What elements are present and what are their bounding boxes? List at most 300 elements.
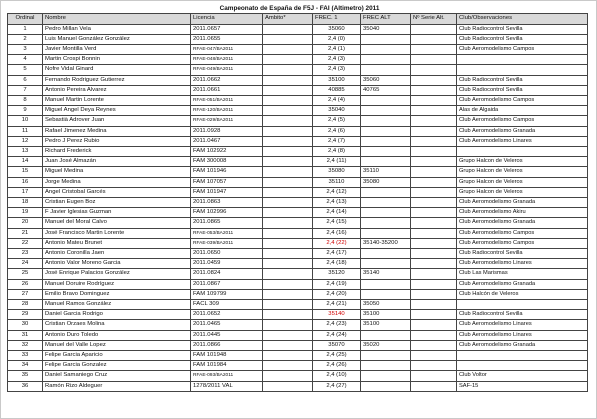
cell-ordinal: 10 (8, 116, 43, 126)
table-row (8, 340, 588, 350)
cell-serie-alt (411, 351, 457, 361)
cell-frec-1: 2,4 (15) (313, 218, 361, 228)
cell-club: Club Radiocontrol Sevilla (457, 34, 588, 44)
cell-licencia: 2011.0928 (191, 126, 263, 136)
cell-ambito (263, 269, 313, 279)
cell-ordinal: 29 (8, 310, 43, 320)
cell-ordinal: 15 (8, 167, 43, 177)
cell-club: Club Aeromodelismo Granada (457, 197, 588, 207)
cell-ambito (263, 95, 313, 105)
cell-frec-alt (361, 116, 411, 126)
cell-nombre: Felipe Garcia Gonzalez (43, 361, 191, 371)
cell-licencia: FAM 101946 (191, 167, 263, 177)
cell-club: Club Aeromodelismo Akiru (457, 208, 588, 218)
cell-frec-alt (361, 381, 411, 391)
cell-ordinal: 7 (8, 85, 43, 95)
cell-serie-alt (411, 279, 457, 289)
table-row (8, 24, 588, 34)
cell-licencia: 2011.0657 (191, 24, 263, 34)
table-row (8, 44, 588, 54)
cell-frec-1: 2,4 (20) (313, 289, 361, 299)
cell-frec-alt (361, 371, 411, 381)
cell-licencia: 2011.0652 (191, 310, 263, 320)
cell-serie-alt (411, 126, 457, 136)
cell-ambito (263, 279, 313, 289)
cell-licencia: 2011.0465 (191, 320, 263, 330)
table-row (8, 248, 588, 258)
table-header-row (8, 14, 588, 25)
cell-nombre: Luis Manuel González González (43, 34, 191, 44)
cell-licencia: FAM 107057 (191, 177, 263, 187)
cell-frec-1: 2,4 (21) (313, 299, 361, 309)
cell-club: Club Aeromodelismo Campos (457, 228, 588, 238)
cell-serie-alt (411, 106, 457, 116)
cell-frec-1: 2,4 (11) (313, 157, 361, 167)
cell-licencia: FAM 101984 (191, 361, 263, 371)
cell-ordinal: 27 (8, 289, 43, 299)
cell-ordinal: 9 (8, 106, 43, 116)
cell-ordinal: 5 (8, 65, 43, 75)
cell-licencia: RFAE-053/BA2011 (191, 228, 263, 238)
cell-ordinal: 3 (8, 44, 43, 54)
cell-ordinal: 11 (8, 126, 43, 136)
cell-ambito (263, 24, 313, 34)
cell-nombre: Emilio Bravo Dominguez (43, 289, 191, 299)
cell-frec-alt (361, 44, 411, 54)
cell-frec-1: 2,4 (24) (313, 330, 361, 340)
cell-ordinal: 2 (8, 34, 43, 44)
cell-club: Club Aeromodelismo Granada (457, 279, 588, 289)
cell-serie-alt (411, 248, 457, 258)
cell-frec-1: 35060 (313, 24, 361, 34)
cell-nombre: Pedro J Perez Rubio (43, 136, 191, 146)
cell-ordinal: 28 (8, 299, 43, 309)
cell-nombre: Martin Crospi Bonnin (43, 55, 191, 65)
header-club: Club/Observaciones (457, 14, 588, 25)
cell-licencia: RFAE-048/BA2011 (191, 55, 263, 65)
cell-frec-1: 2,4 (17) (313, 248, 361, 258)
cell-nombre: José Francisco Martin Lorente (43, 228, 191, 238)
cell-serie-alt (411, 44, 457, 54)
cell-ambito (263, 136, 313, 146)
cell-frec-alt (361, 126, 411, 136)
cell-serie-alt (411, 136, 457, 146)
cell-club: Grupo Halcon de Veleros (457, 177, 588, 187)
cell-frec-1: 2,4 (16) (313, 228, 361, 238)
cell-nombre: Manuel Martin Lorente (43, 95, 191, 105)
cell-frec-1: 35040 (313, 106, 361, 116)
table-row (8, 116, 588, 126)
cell-frec-alt: 35050 (361, 299, 411, 309)
cell-frec-alt: 40765 (361, 85, 411, 95)
cell-frec-1: 2,4 (18) (313, 259, 361, 269)
cell-ambito (263, 289, 313, 299)
cell-frec-1: 2,4 (23) (313, 320, 361, 330)
cell-serie-alt (411, 371, 457, 381)
cell-frec-alt: 35020 (361, 340, 411, 350)
cell-serie-alt (411, 289, 457, 299)
cell-nombre: Ramón Rizo Aldeguer (43, 381, 191, 391)
cell-serie-alt (411, 381, 457, 391)
cell-ambito (263, 197, 313, 207)
cell-nombre: Miguel Medina (43, 167, 191, 177)
cell-ambito (263, 330, 313, 340)
cell-nombre: Manuel Doruire Rodríguez (43, 279, 191, 289)
cell-frec-1: 2,4 (26) (313, 361, 361, 371)
cell-ambito (263, 381, 313, 391)
cell-serie-alt (411, 361, 457, 371)
cell-frec-alt (361, 330, 411, 340)
cell-licencia: FAM 101947 (191, 187, 263, 197)
cell-ambito (263, 208, 313, 218)
cell-frec-alt (361, 208, 411, 218)
cell-frec-alt: 35140-35200 (361, 238, 411, 248)
cell-frec-alt: 35060 (361, 75, 411, 85)
cell-nombre: Antonio Mateu Brunet (43, 238, 191, 248)
cell-club (457, 351, 588, 361)
table-row (8, 167, 588, 177)
cell-licencia: 1278/2011 VAL (191, 381, 263, 391)
cell-frec-alt (361, 289, 411, 299)
cell-ambito (263, 361, 313, 371)
cell-frec-alt (361, 279, 411, 289)
cell-serie-alt (411, 269, 457, 279)
cell-licencia: 2011.0459 (191, 259, 263, 269)
cell-licencia: 2011.0863 (191, 197, 263, 207)
cell-club: Club Aeromodelismo Campos (457, 116, 588, 126)
cell-serie-alt (411, 95, 457, 105)
cell-club: Club Radiocontrol Sevilla (457, 310, 588, 320)
header-ambito: Ambito* (263, 14, 313, 25)
cell-ordinal: 16 (8, 177, 43, 187)
cell-nombre: Sebastià Adrover Juan (43, 116, 191, 126)
cell-ambito (263, 34, 313, 44)
table-row (8, 197, 588, 207)
cell-licencia: RFAE-051/BA2011 (191, 95, 263, 105)
table-row (8, 371, 588, 381)
cell-club: Club Aeromodelismo Linares (457, 320, 588, 330)
cell-licencia: 2011.0467 (191, 136, 263, 146)
cell-ordinal: 6 (8, 75, 43, 85)
table-row (8, 310, 588, 320)
cell-serie-alt (411, 177, 457, 187)
cell-club: Club Radiocontrol Sevilla (457, 248, 588, 258)
cell-club: Club Aeromodelismo Granada (457, 126, 588, 136)
cell-frec-1: 2,4 (22) (313, 238, 361, 248)
cell-ordinal: 18 (8, 197, 43, 207)
cell-ordinal: 25 (8, 269, 43, 279)
table-row (8, 126, 588, 136)
cell-frec-1: 2,4 (4) (313, 95, 361, 105)
table-row (8, 85, 588, 95)
cell-frec-alt (361, 146, 411, 156)
cell-nombre: Miguel Angel Deya Reynes (43, 106, 191, 116)
participants-table (7, 13, 588, 392)
table-row (8, 34, 588, 44)
cell-licencia: 2011.0865 (191, 218, 263, 228)
cell-frec-alt: 35100 (361, 320, 411, 330)
cell-frec-alt (361, 34, 411, 44)
cell-serie-alt (411, 157, 457, 167)
cell-licencia: RFAE-049/BA2011 (191, 65, 263, 75)
cell-nombre: Pedro Millan Vela (43, 24, 191, 34)
table-row (8, 351, 588, 361)
cell-licencia: FAM 300008 (191, 157, 263, 167)
cell-licencia: FAM 102922 (191, 146, 263, 156)
cell-ordinal: 1 (8, 24, 43, 34)
cell-ordinal: 30 (8, 320, 43, 330)
cell-frec-1: 40885 (313, 85, 361, 95)
table-body (8, 24, 588, 391)
cell-ordinal: 17 (8, 187, 43, 197)
header-ordinal: Ordinal (8, 14, 43, 25)
table-row (8, 381, 588, 391)
table-row (8, 238, 588, 248)
cell-licencia: 2011.0445 (191, 330, 263, 340)
cell-frec-1: 2,4 (25) (313, 351, 361, 361)
cell-serie-alt (411, 146, 457, 156)
cell-club: Club Aeromodelismo Granada (457, 218, 588, 228)
cell-serie-alt (411, 116, 457, 126)
cell-frec-1: 35120 (313, 269, 361, 279)
cell-frec-alt (361, 259, 411, 269)
cell-ambito (263, 116, 313, 126)
cell-club: Club Aeromodelismo Linares (457, 136, 588, 146)
cell-club: Club Aeromodelismo Linares (457, 330, 588, 340)
cell-ambito (263, 238, 313, 248)
cell-serie-alt (411, 259, 457, 269)
table-row (8, 269, 588, 279)
cell-nombre: Antonio Coronilla Jaen (43, 248, 191, 258)
cell-ordinal: 12 (8, 136, 43, 146)
cell-frec-1: 2,4 (3) (313, 55, 361, 65)
table-row (8, 55, 588, 65)
cell-frec-1: 35080 (313, 167, 361, 177)
cell-serie-alt (411, 238, 457, 248)
cell-nombre: Antonio Valor Moreno Garcia (43, 259, 191, 269)
cell-frec-1: 2,4 (10) (313, 371, 361, 381)
cell-frec-alt: 35100 (361, 310, 411, 320)
header-nombre: Nombre (43, 14, 191, 25)
cell-club: Club Aeromodelismo Linares (457, 259, 588, 269)
cell-licencia: FAM 101948 (191, 351, 263, 361)
cell-frec-1: 2,4 (13) (313, 197, 361, 207)
cell-ordinal: 21 (8, 228, 43, 238)
cell-ordinal: 24 (8, 259, 43, 269)
cell-licencia: 2011.0650 (191, 248, 263, 258)
cell-frec-alt (361, 106, 411, 116)
cell-frec-alt (361, 248, 411, 258)
cell-ambito (263, 187, 313, 197)
table-row (8, 177, 588, 187)
cell-club: Grupo Halcon de Veleros (457, 167, 588, 177)
cell-frec-1: 2,4 (8) (313, 146, 361, 156)
cell-serie-alt (411, 24, 457, 34)
cell-frec-1: 2,4 (12) (313, 187, 361, 197)
cell-serie-alt (411, 218, 457, 228)
cell-licencia: FACL 309 (191, 299, 263, 309)
cell-ordinal: 33 (8, 351, 43, 361)
cell-licencia: 2011.0662 (191, 75, 263, 85)
cell-ambito (263, 320, 313, 330)
cell-ordinal: 35 (8, 371, 43, 381)
cell-frec-1: 35070 (313, 340, 361, 350)
table-row (8, 228, 588, 238)
table-row (8, 75, 588, 85)
cell-serie-alt (411, 340, 457, 350)
cell-ambito (263, 351, 313, 361)
cell-frec-1: 2,4 (6) (313, 126, 361, 136)
cell-frec-1: 35110 (313, 177, 361, 187)
cell-licencia: 2011.0824 (191, 269, 263, 279)
cell-frec-1: 35100 (313, 75, 361, 85)
cell-ambito (263, 259, 313, 269)
cell-club: Club Aeromodelismo Campos (457, 238, 588, 248)
cell-nombre: Richard Frederick (43, 146, 191, 156)
cell-frec-1: 2,4 (3) (313, 65, 361, 75)
cell-club: Club Aeromodelismo Granada (457, 340, 588, 350)
cell-ambito (263, 55, 313, 65)
cell-nombre: Antonio Pereira Alvarez (43, 85, 191, 95)
cell-licencia: RFAE-047/BA2011 (191, 44, 263, 54)
table-row (8, 218, 588, 228)
cell-ambito (263, 177, 313, 187)
cell-club (457, 361, 588, 371)
cell-frec-alt (361, 228, 411, 238)
cell-serie-alt (411, 85, 457, 95)
cell-nombre: Daniel Garcia Rodrigo (43, 310, 191, 320)
cell-nombre: Manuel Ramos González (43, 299, 191, 309)
cell-club: Club Radiocontrol Sevilla (457, 85, 588, 95)
cell-ordinal: 26 (8, 279, 43, 289)
cell-ambito (263, 299, 313, 309)
cell-ordinal: 8 (8, 95, 43, 105)
cell-serie-alt (411, 65, 457, 75)
cell-nombre: Fernando Rodriguez Gutierrez (43, 75, 191, 85)
cell-club: Club Radiocontrol Sevilla (457, 75, 588, 85)
cell-ambito (263, 157, 313, 167)
table-row (8, 208, 588, 218)
cell-ordinal: 34 (8, 361, 43, 371)
cell-ambito (263, 167, 313, 177)
cell-club: Grupo Halcon de Veleros (457, 187, 588, 197)
table-row (8, 65, 588, 75)
cell-nombre: Antonio Duro Toledo (43, 330, 191, 340)
cell-nombre: Manuel del Moral Calvo (43, 218, 191, 228)
cell-licencia: 2011.0655 (191, 34, 263, 44)
cell-serie-alt (411, 197, 457, 207)
cell-club: Club Aeromodelismo Campos (457, 44, 588, 54)
cell-frec-alt (361, 65, 411, 75)
cell-frec-alt: 35110 (361, 167, 411, 177)
cell-club (457, 299, 588, 309)
cell-ordinal: 20 (8, 218, 43, 228)
cell-serie-alt (411, 299, 457, 309)
table-row (8, 279, 588, 289)
table-row (8, 259, 588, 269)
cell-frec-alt: 35140 (361, 269, 411, 279)
cell-serie-alt (411, 167, 457, 177)
cell-nombre: Manuel del Valle Lopez (43, 340, 191, 350)
table-row (8, 361, 588, 371)
table-row (8, 95, 588, 105)
cell-serie-alt (411, 320, 457, 330)
cell-club: Alas de Algaida (457, 106, 588, 116)
cell-ambito (263, 85, 313, 95)
cell-frec-alt (361, 157, 411, 167)
header-licencia: Licencia (191, 14, 263, 25)
cell-serie-alt (411, 310, 457, 320)
cell-ambito (263, 248, 313, 258)
cell-ambito (263, 310, 313, 320)
cell-ordinal: 23 (8, 248, 43, 258)
cell-nombre: Rafael Jimenez Medina (43, 126, 191, 136)
header-frec-1: FREC. 1 (313, 14, 361, 25)
cell-ambito (263, 65, 313, 75)
cell-nombre: Daniel Samaniego Cruz (43, 371, 191, 381)
cell-ordinal: 31 (8, 330, 43, 340)
cell-licencia: FAM 102996 (191, 208, 263, 218)
cell-ambito (263, 126, 313, 136)
cell-licencia: RFAE-120/BA2011 (191, 106, 263, 116)
cell-nombre: Cristian Orzaes Molina (43, 320, 191, 330)
cell-licencia: FAM 109799 (191, 289, 263, 299)
cell-licencia: 2011.0866 (191, 340, 263, 350)
cell-nombre: Jorge Medina (43, 177, 191, 187)
cell-ordinal: 14 (8, 157, 43, 167)
cell-frec-1: 35140 (313, 310, 361, 320)
cell-club: Club Voltor (457, 371, 588, 381)
cell-frec-alt (361, 55, 411, 65)
cell-ordinal: 22 (8, 238, 43, 248)
cell-licencia: RFAE-039/BA2011 (191, 238, 263, 248)
cell-ambito (263, 44, 313, 54)
cell-ambito (263, 146, 313, 156)
cell-nombre: Nofre Vidal Ginard (43, 65, 191, 75)
cell-ordinal: 36 (8, 381, 43, 391)
cell-serie-alt (411, 330, 457, 340)
cell-licencia: RFAE-029/BA2011 (191, 116, 263, 126)
cell-nombre: Juan José Almazán (43, 157, 191, 167)
cell-ambito (263, 340, 313, 350)
table-row (8, 157, 588, 167)
cell-licencia: RFAE-093/BA2011 (191, 371, 263, 381)
cell-frec-alt (361, 218, 411, 228)
cell-ambito (263, 75, 313, 85)
cell-nombre: Cristian Eugen Boz (43, 197, 191, 207)
cell-club (457, 146, 588, 156)
cell-frec-alt: 35080 (361, 177, 411, 187)
cell-serie-alt (411, 75, 457, 85)
document-title: Campeonato de España de F5J - FAI (Altimetro) 2011 (219, 5, 380, 12)
cell-serie-alt (411, 208, 457, 218)
cell-frec-alt (361, 95, 411, 105)
cell-ambito (263, 228, 313, 238)
cell-club: Club Aeromodelismo Campos (457, 95, 588, 105)
table-row (8, 289, 588, 299)
cell-frec-alt (361, 187, 411, 197)
cell-frec-alt (361, 361, 411, 371)
cell-frec-1: 2,4 (7) (313, 136, 361, 146)
cell-club: Club Radiocontrol Sevilla (457, 24, 588, 34)
cell-frec-1: 2,4 (27) (313, 381, 361, 391)
cell-serie-alt (411, 55, 457, 65)
cell-licencia: 2011.0661 (191, 85, 263, 95)
cell-serie-alt (411, 228, 457, 238)
cell-nombre: Felipe Garcia Aparicio (43, 351, 191, 361)
cell-frec-alt: 35040 (361, 24, 411, 34)
cell-ordinal: 13 (8, 146, 43, 156)
